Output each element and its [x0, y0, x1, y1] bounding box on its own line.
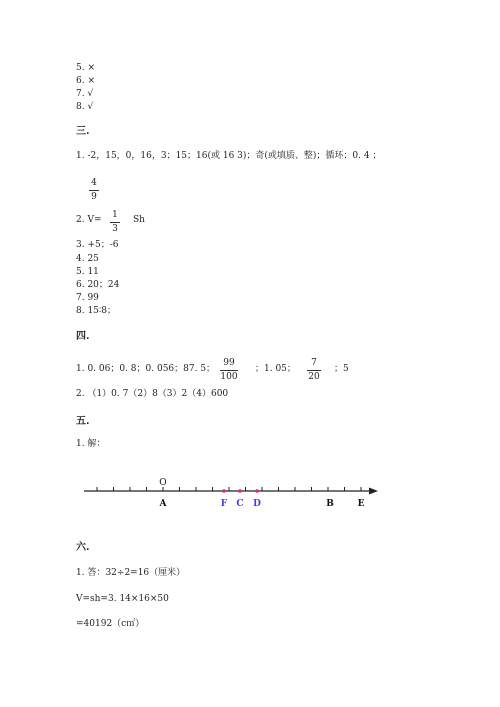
fraction-bar	[89, 190, 99, 191]
fraction-numerator: 7	[311, 358, 317, 368]
answer-line: ；1. 05；	[255, 364, 296, 374]
number-line	[80, 476, 390, 516]
answer-line: 7. 99	[76, 293, 99, 303]
point-label-d: D	[253, 499, 261, 509]
fraction-denominator: 3	[112, 224, 118, 234]
answer-line: 2. V=	[76, 215, 102, 225]
fraction-bar	[220, 370, 238, 371]
fraction	[307, 359, 321, 382]
answer-line: 3. +5；-6	[76, 240, 119, 250]
answer-line: =40192（c㎡）	[76, 619, 145, 629]
answer-line: V=sh=3. 14×16×50	[76, 594, 169, 604]
answer-line: 8. √	[76, 102, 94, 112]
origin-label: O	[159, 478, 167, 488]
fraction-bar	[110, 222, 120, 223]
arrow-icon	[369, 488, 378, 495]
answer-line: 1. -2，15，0，16，3；15；16(或 16 3)；奇(或填质、整)；循环；0. 4 ；	[76, 151, 382, 161]
section-heading: 六.	[76, 542, 90, 553]
fraction-denominator: 9	[91, 192, 97, 202]
number-line-point	[222, 489, 226, 493]
section-heading: 三.	[76, 126, 90, 137]
fraction	[110, 211, 120, 234]
fraction-numerator: 99	[223, 358, 235, 368]
answer-line: 4. 25	[76, 254, 99, 264]
point-label-b: B	[326, 499, 334, 509]
point-label-a: A	[159, 499, 167, 509]
answer-line: 5. ×	[76, 63, 95, 73]
fraction-bar	[307, 370, 321, 371]
answer-line: 2. （1）0. 7（2）8（3）2（4）600	[76, 389, 229, 399]
answer-line: 5. 11	[76, 267, 99, 277]
answer-line: 6. ×	[76, 76, 95, 86]
answer-line: 8. 15∶8；	[76, 306, 116, 316]
fraction	[220, 359, 238, 382]
section-heading: 五.	[76, 416, 90, 427]
point-label-c: C	[236, 499, 244, 509]
answer-line: 1. 解：	[76, 439, 106, 449]
fraction-denominator: 100	[220, 372, 238, 382]
fraction-numerator: 1	[112, 210, 118, 220]
section-heading: 四.	[76, 331, 90, 342]
fraction-denominator: 20	[308, 372, 320, 382]
answer-line: Sh	[133, 215, 145, 225]
number-line-point	[255, 489, 259, 493]
answer-line: 1. 0. 06；0. 8；0. 056；87. 5；	[76, 364, 216, 374]
number-line-point	[238, 489, 242, 493]
answer-line: 7. √	[76, 89, 94, 99]
number-line-ticks	[97, 487, 361, 491]
fraction-numerator: 4	[91, 178, 97, 188]
answer-line: ；5	[334, 364, 349, 374]
point-label-e: E	[357, 499, 365, 509]
answer-line: 6. 20；24	[76, 280, 120, 290]
fraction	[89, 179, 99, 202]
point-label-f: F	[220, 499, 228, 509]
answer-line: 1. 答：32÷2=16（厘米）	[76, 568, 186, 578]
